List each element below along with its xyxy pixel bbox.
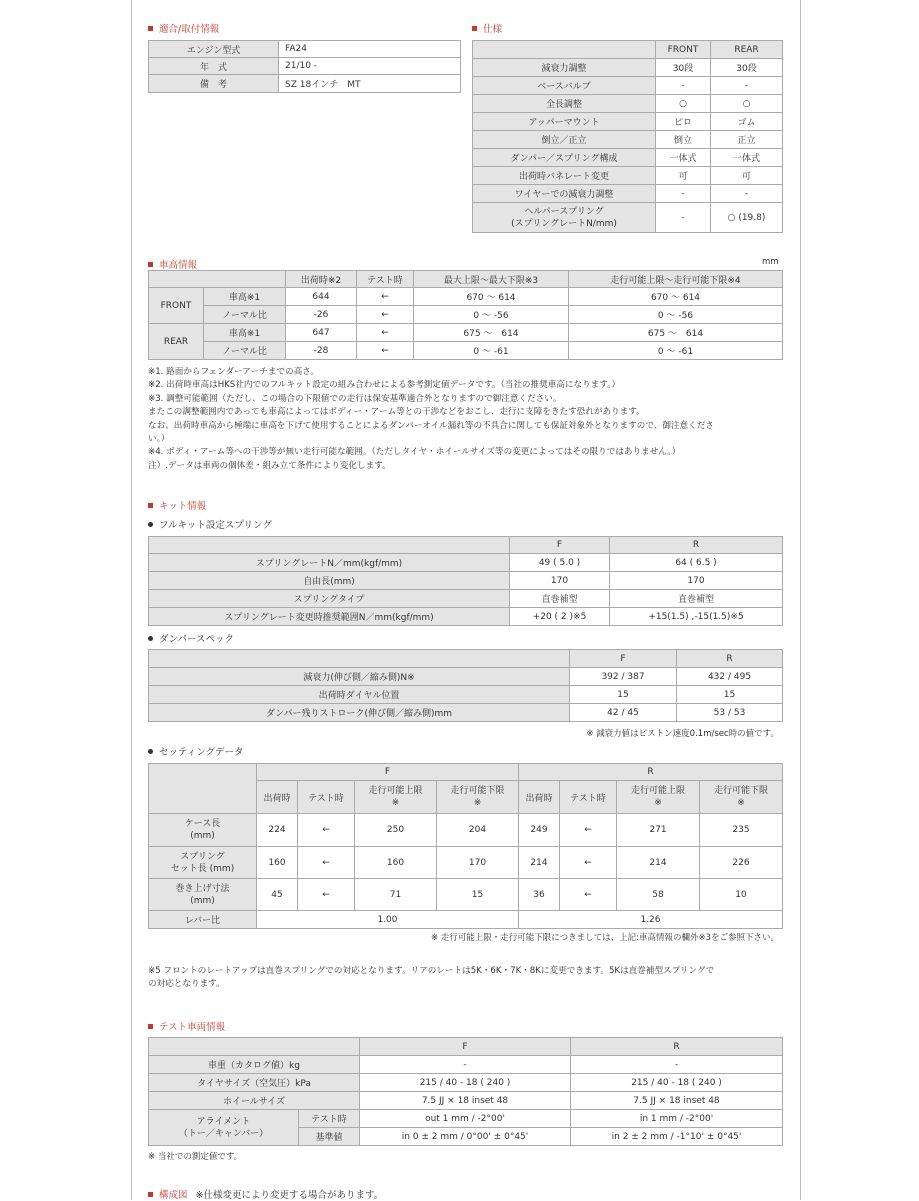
- spec-corner: [473, 41, 656, 59]
- spring-r: +15(1.5) ,-15(1.5)※5: [610, 608, 783, 626]
- setting-cell: 58: [617, 879, 700, 911]
- table-row: [473, 167, 783, 185]
- setting-col: [355, 781, 437, 814]
- height-cell: -28: [286, 342, 357, 360]
- bullet-icon: [148, 522, 153, 527]
- spec-rear: 一体式: [711, 149, 783, 167]
- setting-label: [149, 847, 257, 879]
- setting-subtitle: セッティングデータ: [148, 744, 244, 758]
- fit-label: 年 式: [149, 58, 279, 75]
- setting-col: 出荷時: [257, 781, 298, 814]
- height-head: テスト時: [357, 271, 414, 288]
- height-cell: 0 ～ -61: [569, 342, 783, 360]
- test-f: 7.5 JJ × 18 inset 48: [360, 1092, 571, 1110]
- setting-cell: ←: [298, 879, 355, 911]
- height-row-label: ノーマル比: [204, 306, 286, 324]
- setting-col-label: 走行可能下限: [713, 786, 768, 796]
- spring-f: 49 ( 5.0 ): [510, 554, 610, 572]
- height-cell: 0 ～ -61: [414, 342, 569, 360]
- bullet-icon: [148, 636, 153, 641]
- composition-title: 構成図 ※仕様変更により変更する場合があります。: [148, 1187, 383, 1201]
- setting-cell: ←: [560, 814, 617, 847]
- height-cell: 670 ～ 614: [569, 288, 783, 306]
- height-cell: 0 ～ -56: [414, 306, 569, 324]
- height-cell: -26: [286, 306, 357, 324]
- red-square-icon: [148, 26, 153, 31]
- test-label: 車重（カタログ値）kg: [149, 1056, 360, 1074]
- spec-label: 減衰力調整: [473, 59, 656, 77]
- fit-value: FA24: [279, 41, 461, 58]
- setting-cell: 45: [257, 879, 298, 911]
- height-cell: 670 ～ 614: [414, 288, 569, 306]
- damper-f: 42 / 45: [570, 704, 677, 722]
- table-row: [149, 847, 783, 879]
- test-head-f: F: [360, 1038, 571, 1056]
- note-line: またこの調整範囲内であっても車高によってはボディー・アーム等との干渉などをおこし、走行に支障をきたす恐れがあります。: [148, 407, 645, 418]
- height-cell: ←: [357, 342, 414, 360]
- spec-rear: ゴム: [711, 113, 783, 131]
- spec-rear: -: [711, 77, 783, 95]
- fit-label: エンジン型式: [149, 41, 279, 58]
- table-header-row: [149, 764, 783, 781]
- lever-r: 1.26: [519, 911, 783, 929]
- setting-cell: 250: [355, 814, 437, 847]
- height-cell: 675 ～ 614: [569, 324, 783, 342]
- table-row: [149, 75, 461, 93]
- table-row: [149, 1110, 783, 1128]
- setting-cell: ←: [298, 847, 355, 879]
- note-line: ※4. ボディ・アーム等への干渉等が無い走行可能な範囲。（ただしタイヤ・ホイールサイズ等の変更によってはその限りではありません。）: [148, 447, 681, 458]
- table-row: [149, 608, 783, 626]
- damper-note: ※ 減衰力値はピストン速度0.1m/sec時の値です。: [586, 729, 779, 739]
- align-label-line: アライメント: [196, 1116, 251, 1127]
- spec-label-helper: [473, 203, 656, 233]
- height-row-label: 車高※1: [204, 324, 286, 342]
- fit-info-title: 適合/取付情報: [148, 21, 219, 35]
- spec-label: 倒立／正立: [473, 131, 656, 149]
- spec-rear: 正立: [711, 131, 783, 149]
- setting-col: [700, 781, 783, 814]
- spec-head-front: FRONT: [656, 41, 711, 59]
- spec-front: ピロ: [656, 113, 711, 131]
- damper-head-f: F: [570, 650, 677, 668]
- table-row: [149, 911, 783, 929]
- setting-cell: ←: [560, 847, 617, 879]
- spec-rear: 30段: [711, 59, 783, 77]
- setting-col-label: 走行可能上限: [630, 786, 685, 796]
- bullet-icon: [148, 749, 153, 754]
- test-table: [148, 1037, 783, 1146]
- fit-value: 21/10 -: [279, 58, 461, 75]
- setting-corner: [149, 764, 257, 814]
- damper-label: 出荷時ダイヤル位置: [149, 686, 570, 704]
- note-line: 注）.データは車両の個体差・組み立て条件により変化します。: [148, 460, 391, 471]
- lever-label: レバー比: [149, 911, 257, 929]
- table-header-row: [149, 537, 783, 554]
- table-row: [149, 1092, 783, 1110]
- note-line: なお、出荷時車高から極端に車高を下げて使用することによるダンパーオイル漏れ等の不具合に関しても保証対象外となりますので、御注意くださ: [148, 420, 714, 431]
- table-row: [473, 95, 783, 113]
- spec-label: 全長調整: [473, 95, 656, 113]
- test-f: 215 / 40 - 18 ( 240 ): [360, 1074, 571, 1092]
- table-row: [149, 590, 783, 608]
- height-head: 出荷時※2: [286, 271, 357, 288]
- setting-col-mark: ※: [654, 798, 662, 808]
- align-r: in 1 mm / -2°00': [571, 1110, 783, 1128]
- damper-subtitle: ダンパースペック: [148, 631, 234, 645]
- spec-table: [472, 40, 783, 233]
- table-row: [149, 572, 783, 590]
- test-info-title: テスト車両情報: [148, 1019, 225, 1033]
- setting-cell: 15: [437, 879, 519, 911]
- table-row: [149, 1074, 783, 1092]
- damper-label: ダンパー残りストローク(伸び側／縮み側)mm: [149, 704, 570, 722]
- height-notes: [148, 366, 788, 473]
- damper-corner: [149, 650, 570, 668]
- setting-head-r: R: [519, 764, 783, 781]
- spec-front: -: [656, 185, 711, 203]
- setting-col: 出荷時: [519, 781, 560, 814]
- damper-head-r: R: [677, 650, 783, 668]
- spring-r: 170: [610, 572, 783, 590]
- note-line: ※3. 調整可能範囲（ただし、この場合の下限値での走行は保安基準適合外となりますので御注意ください。: [148, 393, 562, 404]
- setting-col-label: 走行可能上限: [368, 786, 423, 796]
- spring-r: 64 ( 6.5 ): [610, 554, 783, 572]
- spring-label: スプリングレート変更時推奨範囲N／mm(kgf/mm): [149, 608, 510, 626]
- spec-front: 30段: [656, 59, 711, 77]
- red-square-icon: [148, 1192, 153, 1197]
- table-row: [149, 41, 461, 58]
- height-cell: 644: [286, 288, 357, 306]
- damper-f: 392 / 387: [570, 668, 677, 686]
- table-row: [149, 686, 783, 704]
- fit-info-table: [148, 40, 461, 93]
- spec-front: ○: [656, 95, 711, 113]
- align-row-label: 基準値: [299, 1128, 360, 1146]
- setting-cell: 235: [700, 814, 783, 847]
- spring-table: [148, 536, 783, 626]
- setting-head-f: F: [257, 764, 519, 781]
- table-row: [149, 58, 461, 75]
- height-cell: 647: [286, 324, 357, 342]
- spec-label-line: (スプリングレートN/mm): [511, 218, 617, 229]
- setting-label-line: (mm): [190, 895, 215, 906]
- align-label: [149, 1110, 299, 1146]
- test-note: ※ 当社での測定値です。: [148, 1152, 243, 1162]
- height-row-label: 車高※1: [204, 288, 286, 306]
- height-front-label: FRONT: [149, 288, 204, 324]
- note5: [148, 965, 788, 992]
- note-line: い。）: [148, 434, 170, 445]
- table-row: [149, 306, 783, 324]
- setting-label: [149, 879, 257, 911]
- setting-cell: 224: [257, 814, 298, 847]
- setting-label-line: (mm): [190, 831, 215, 841]
- height-table: [148, 270, 783, 360]
- test-f: -: [360, 1056, 571, 1074]
- height-cell: 675 ～ 614: [414, 324, 569, 342]
- damper-f: 15: [570, 686, 677, 704]
- test-r: 7.5 JJ × 18 inset 48: [571, 1092, 783, 1110]
- table-row: [473, 77, 783, 95]
- spec-rear: 可: [711, 167, 783, 185]
- setting-col-mark: ※: [391, 798, 400, 808]
- setting-cell: 10: [700, 879, 783, 911]
- spring-head-r: R: [610, 537, 783, 554]
- spring-f: +20 ( 2 )※5: [510, 608, 610, 626]
- test-r: 215 / 40 - 18 ( 240 ): [571, 1074, 783, 1092]
- setting-col: テスト時: [298, 781, 355, 814]
- spec-rear: ○: [711, 95, 783, 113]
- spec-front: 倒立: [656, 131, 711, 149]
- setting-cell: 271: [617, 814, 700, 847]
- align-label-line: （トー／キャンバー）: [178, 1128, 269, 1139]
- setting-cell: ←: [560, 879, 617, 911]
- spring-f: 直巻補型: [510, 590, 610, 608]
- spec-title: 仕様: [472, 21, 502, 35]
- spring-label: スプリングタイプ: [149, 590, 510, 608]
- setting-label: [149, 814, 257, 847]
- table-row: [149, 1056, 783, 1074]
- setting-label-line: セット長 (mm): [170, 863, 235, 874]
- spec-label: アッパーマウント: [473, 113, 656, 131]
- setting-col: テスト時: [560, 781, 617, 814]
- spec-front: 一体式: [656, 149, 711, 167]
- height-head: 最大上限～最大下限※3: [414, 271, 569, 288]
- height-cell: ←: [357, 306, 414, 324]
- damper-label: 減衰力(伸び側／縮み側)N※: [149, 668, 570, 686]
- setting-label-line: ケース長: [184, 819, 221, 829]
- damper-r: 15: [677, 686, 783, 704]
- table-header-row: [473, 41, 783, 59]
- setting-cell: 36: [519, 879, 560, 911]
- height-unit: mm: [762, 257, 779, 267]
- table-row: [149, 324, 783, 342]
- spec-rear: ○ (19.8): [711, 203, 783, 233]
- spec-label: ダンパー／スプリング構成: [473, 149, 656, 167]
- fit-value: SZ 18インチ MT: [279, 75, 461, 93]
- test-head-r: R: [571, 1038, 783, 1056]
- setting-table: [148, 763, 783, 929]
- height-info-title: 車高情報: [148, 257, 197, 271]
- spec-rear: -: [711, 185, 783, 203]
- setting-cell: 160: [257, 847, 298, 879]
- note-line: の対応となります。: [148, 979, 225, 990]
- table-row: [473, 149, 783, 167]
- table-row: [149, 554, 783, 572]
- height-cell: 0 ～ -56: [569, 306, 783, 324]
- setting-cell: 160: [355, 847, 437, 879]
- setting-col: [437, 781, 519, 814]
- table-row: [473, 185, 783, 203]
- height-corner: [149, 271, 286, 288]
- test-label: タイヤサイズ（空気圧）kPa: [149, 1074, 360, 1092]
- align-f: in 0 ± 2 mm / 0°00' ± 0°45': [360, 1128, 571, 1146]
- spring-label: スプリングレートN／mm(kgf/mm): [149, 554, 510, 572]
- damper-r: 53 / 53: [677, 704, 783, 722]
- fit-label: 備 考: [149, 75, 279, 93]
- table-row: [473, 59, 783, 77]
- setting-cell: 226: [700, 847, 783, 879]
- spring-subtitle: フルキット設定スプリング: [148, 517, 272, 531]
- spec-head-rear: REAR: [711, 41, 783, 59]
- test-label: ホイールサイズ: [149, 1092, 360, 1110]
- setting-col: [617, 781, 700, 814]
- table-row: [473, 113, 783, 131]
- note-line: ※5 フロントのレートアップは直巻スプリングでの対応となります。リアのレートは5K・6K・7K・8Kに変更できます。5Kは直巻補型スプリングで: [148, 966, 715, 976]
- height-rear-label: REAR: [149, 324, 204, 360]
- setting-col-label: 走行可能下限: [450, 786, 505, 796]
- table-row: [149, 704, 783, 722]
- spring-head-f: F: [510, 537, 610, 554]
- setting-cell: 214: [617, 847, 700, 879]
- table-row: [149, 879, 783, 911]
- setting-note: ※ 走行可能上限・走行可能下限につきましては、上記:車高情報の欄外※3をご参照下さい。: [430, 933, 779, 943]
- spec-label: ワイヤーでの減衰力調整: [473, 185, 656, 203]
- setting-cell: 71: [355, 879, 437, 911]
- spec-front: 可: [656, 167, 711, 185]
- table-header-row: [149, 1038, 783, 1056]
- spec-front: -: [656, 77, 711, 95]
- spring-label: 自由長(mm): [149, 572, 510, 590]
- note-line: ※1. 路面からフェンダーアーチまでの高さ。: [148, 367, 320, 377]
- table-header-row: [149, 271, 783, 288]
- align-r: in 2 ± 2 mm / -1°10' ± 0°45': [571, 1128, 783, 1146]
- table-row: [149, 342, 783, 360]
- red-square-icon: [148, 1024, 153, 1029]
- spring-f: 170: [510, 572, 610, 590]
- spec-label-line: ヘルパースプリング: [524, 206, 604, 217]
- setting-col-mark: ※: [737, 798, 745, 808]
- table-row: [149, 288, 783, 306]
- setting-label-line: 巻き上げ寸法: [175, 883, 230, 894]
- table-row: [473, 131, 783, 149]
- setting-cell: ←: [298, 814, 355, 847]
- kit-info-title: キット情報: [148, 498, 206, 512]
- setting-cell: 214: [519, 847, 560, 879]
- note-line: ※2. 出荷時車高はHKS社内でのフルキット設定の組み合わせによる参考測定値データです。（当社の推奨車高になります。）: [148, 380, 621, 391]
- composition-note: ※仕様変更により変更する場合があります。: [195, 1190, 384, 1201]
- table-row: [149, 814, 783, 847]
- spring-corner: [149, 537, 510, 554]
- height-row-label: ノーマル比: [204, 342, 286, 360]
- red-square-icon: [472, 26, 477, 31]
- height-head: 走行可能上限～走行可能下限※4: [569, 271, 783, 288]
- damper-r: 432 / 495: [677, 668, 783, 686]
- red-square-icon: [148, 262, 153, 267]
- table-row: [149, 668, 783, 686]
- lever-f: 1.00: [257, 911, 519, 929]
- damper-table: [148, 649, 783, 722]
- setting-cell: 204: [437, 814, 519, 847]
- height-cell: ←: [357, 288, 414, 306]
- test-corner: [149, 1038, 360, 1056]
- spec-label: ベースバルブ: [473, 77, 656, 95]
- table-header-row: [149, 650, 783, 668]
- spec-front: -: [656, 203, 711, 233]
- setting-label-line: スプリング: [180, 851, 225, 862]
- table-row: [473, 203, 783, 233]
- height-cell: ←: [357, 324, 414, 342]
- spec-label: 出荷時バネレート変更: [473, 167, 656, 185]
- setting-cell: 249: [519, 814, 560, 847]
- spring-r: 直巻補型: [610, 590, 783, 608]
- align-f: out 1 mm / -2°00': [360, 1110, 571, 1128]
- align-row-label: テスト時: [299, 1110, 360, 1128]
- test-r: -: [571, 1056, 783, 1074]
- setting-col-mark: ※: [473, 798, 482, 808]
- setting-cell: 170: [437, 847, 519, 879]
- red-square-icon: [148, 503, 153, 508]
